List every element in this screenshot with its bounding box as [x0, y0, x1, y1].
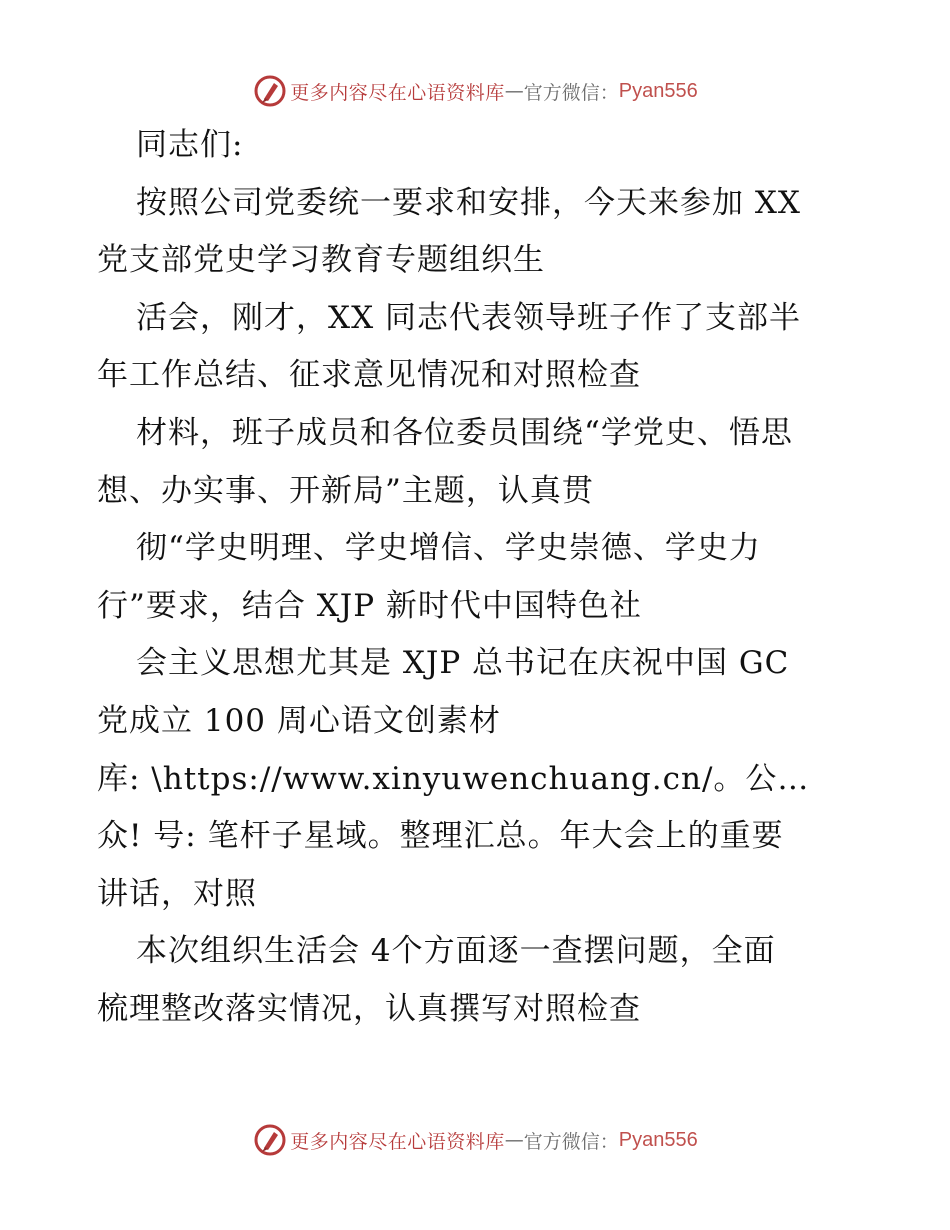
- watermark-wechat-id: Pyan556: [618, 79, 698, 102]
- watermark-wechat-label: 官方微信：: [523, 1130, 619, 1153]
- paragraph-line: 想、办实事、开新局”主题，认真贯: [97, 472, 594, 509]
- pen-nib-logo-icon: [252, 1122, 288, 1158]
- paragraph-line: 会主义思想尤其是 XJP 总书记在庆祝中国 GC: [136, 645, 790, 682]
- paragraph-line: 梳理整改落实情况，认真撰写对照检查: [97, 990, 641, 1027]
- paragraph-line: 党成立 100 周心语文创素材: [97, 702, 501, 739]
- watermark-wechat-id: Pyan556: [618, 1128, 698, 1151]
- paragraph-line: 库: \https://www.xinyuwenchuang.cn/。公…: [97, 760, 810, 797]
- paragraph-line: 按照公司党委统一要求和安排，今天来参加 XX: [136, 184, 801, 221]
- document-body: [97, 117, 867, 1039]
- watermark-separator: —: [504, 80, 524, 102]
- salutation: 同志们:: [136, 127, 244, 163]
- paragraph-line: 本次组织生活会 4个方面逐一查摆问题，全面: [136, 933, 776, 970]
- pen-nib-logo-icon: [252, 73, 288, 109]
- paragraph-line: 彻“学史明理、学史增信、学史崇德、学史力: [136, 530, 761, 567]
- header-watermark: [0, 71, 950, 111]
- watermark-wechat-label: 官方微信：: [523, 81, 619, 104]
- watermark-brand-text: 更多内容尽在心语资料库: [290, 1130, 505, 1153]
- watermark-brand-text: 更多内容尽在心语资料库: [290, 81, 505, 104]
- paragraph-line: 活会，刚才，XX 同志代表领导班子作了支部半: [136, 299, 801, 336]
- watermark-separator: —: [504, 1129, 524, 1151]
- paragraph-line: 众! 号: 笔杆子星域。整理汇总。年大会上的重要: [97, 818, 784, 855]
- paragraph-line: 年工作总结、征求意见情况和对照检查: [97, 357, 641, 394]
- paragraph-line: 材料，班子成员和各位委员围绕“学党史、悟思: [136, 414, 793, 451]
- paragraph-line: 党支部党史学习教育专题组织生: [97, 242, 545, 279]
- footer-watermark: [0, 1120, 950, 1160]
- paragraph-line: 行”要求，结合 XJP 新时代中国特色社: [97, 587, 642, 624]
- paragraph-line: 讲话，对照: [97, 875, 257, 912]
